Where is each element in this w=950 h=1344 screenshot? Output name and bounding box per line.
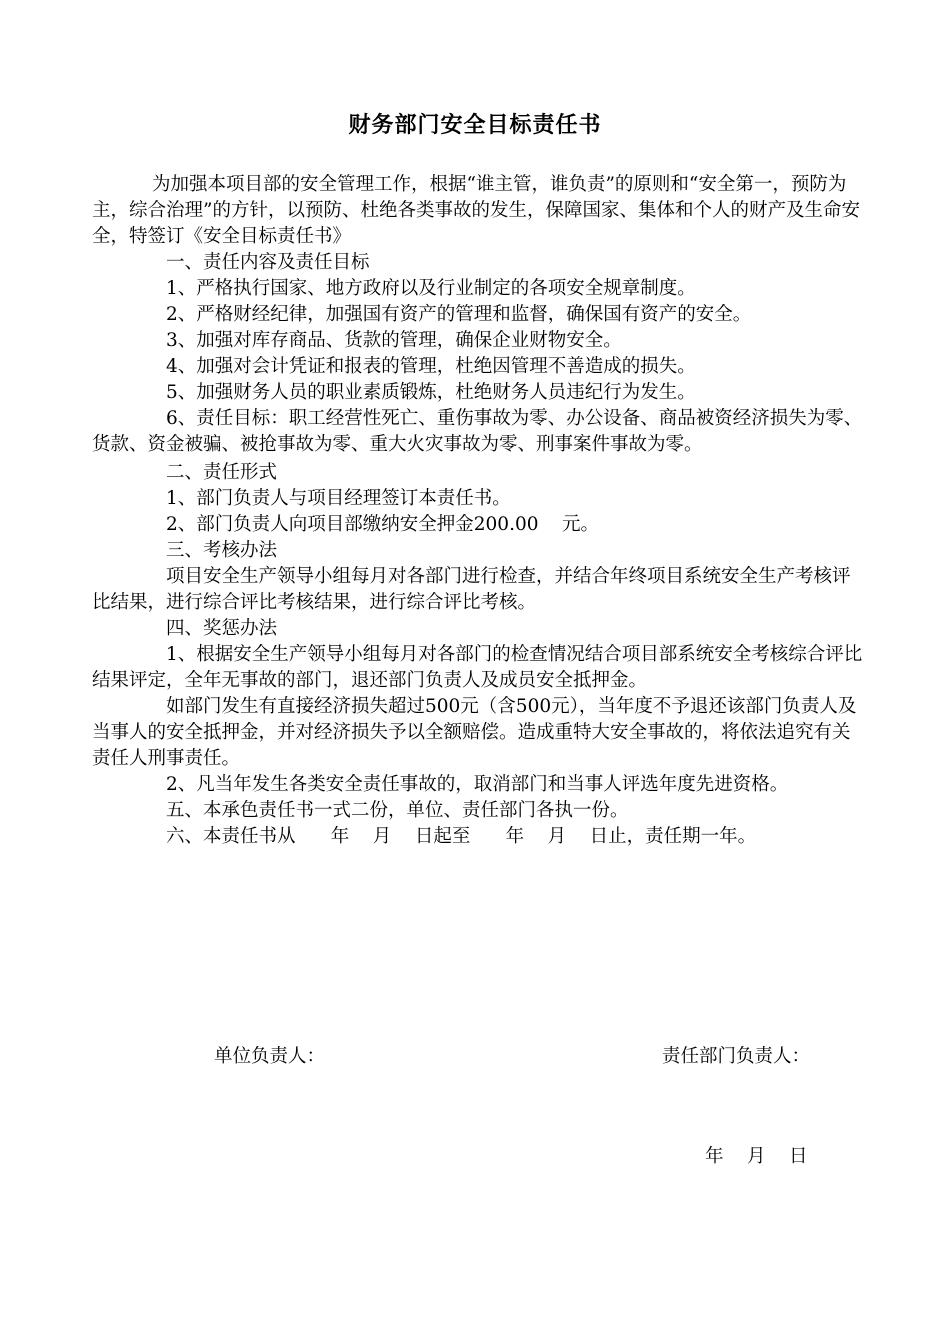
section1-item-2: 2、严格财经纪律，加强国有资产的管理和监督，确保国有资产的安全。	[166, 304, 752, 325]
section3-text: 项目安全生产领导小组每月对各部门进行检查，并结合年终项目系统安全生产考核评比结果，进行综合评比考核结果，进行综合评比考核。	[92, 566, 851, 613]
section4-heading: 四、奖惩办法	[166, 618, 278, 639]
section2-heading: 二、责任形式	[166, 462, 278, 483]
section1-item-6: 6、责任目标：职工经营性死亡、重伤事故为零、办公设备、商品被资经济损失为零、货款、资金被骗、被抢事故为零、重大火灾事故为零、刑事案件事故为零。	[92, 408, 863, 455]
document-body	[92, 172, 864, 850]
section4-item-3: 2、凡当年发生各类安全责任事故的，取消部门和当事人评选年度先进资格。	[166, 774, 789, 795]
signature-date: 年 月 日	[705, 1146, 808, 1167]
document-title: 财务部门安全目标责任书	[348, 112, 602, 138]
section1-item-4: 4、加强对会计凭证和报表的管理，杜绝因管理不善造成的损失。	[166, 356, 696, 377]
section5-text: 五、本承色责任书一式二份，单位、责任部门各执一份。	[166, 800, 629, 821]
section2-item-2: 2、部门负责人向项目部缴纳安全押金200.00 元。	[166, 514, 600, 535]
section1-item-5: 5、加强财务人员的职业素质锻炼，杜绝财务人员违纪行为发生。	[166, 382, 696, 403]
unit-signature-label: 单位负责人：	[214, 1046, 326, 1067]
section1-item-3: 3、加强对库存商品、货款的管理，确保企业财物安全。	[166, 330, 622, 351]
section6-text: 六、本责任书从 年 月 日起至 年 月 日止，责任期一年。	[166, 826, 757, 847]
section1-heading: 一、责任内容及责任目标	[166, 252, 370, 273]
section4-item-1: 1、根据安全生产领导小组每月对各部门的检查情况结合项目部系统安全考核综合评比结果评定，全年无事故的部门，退还部门负责人及成员安全抵押金。	[92, 644, 863, 691]
section3-heading: 三、考核办法	[166, 540, 278, 561]
department-signature-label: 责任部门负责人：	[662, 1046, 811, 1067]
section1-item-1: 1、严格执行国家、地方政府以及行业制定的各项安全规章制度。	[166, 278, 696, 299]
section2-item-1: 1、部门负责人与项目经理签订本责任书。	[166, 488, 511, 509]
section4-item-2: 如部门发生有直接经济损失超过500元（含500元），当年度不予退还该部门负责人及当事人的安全抵押金，并对经济损失予以全额赔偿。造成重特大安全事故的，将依法追究有关责任人刑事责任。	[92, 696, 857, 769]
intro-paragraph: 为加强本项目部的安全管理工作，根据“谁主管，谁负责”的原则和“安全第一，预防为主，综合治理”的方针，以预防、杜绝各类事故的发生，保障国家、集体和个人的财产及生命安全，特签订《安全目标责任书》	[92, 174, 860, 247]
